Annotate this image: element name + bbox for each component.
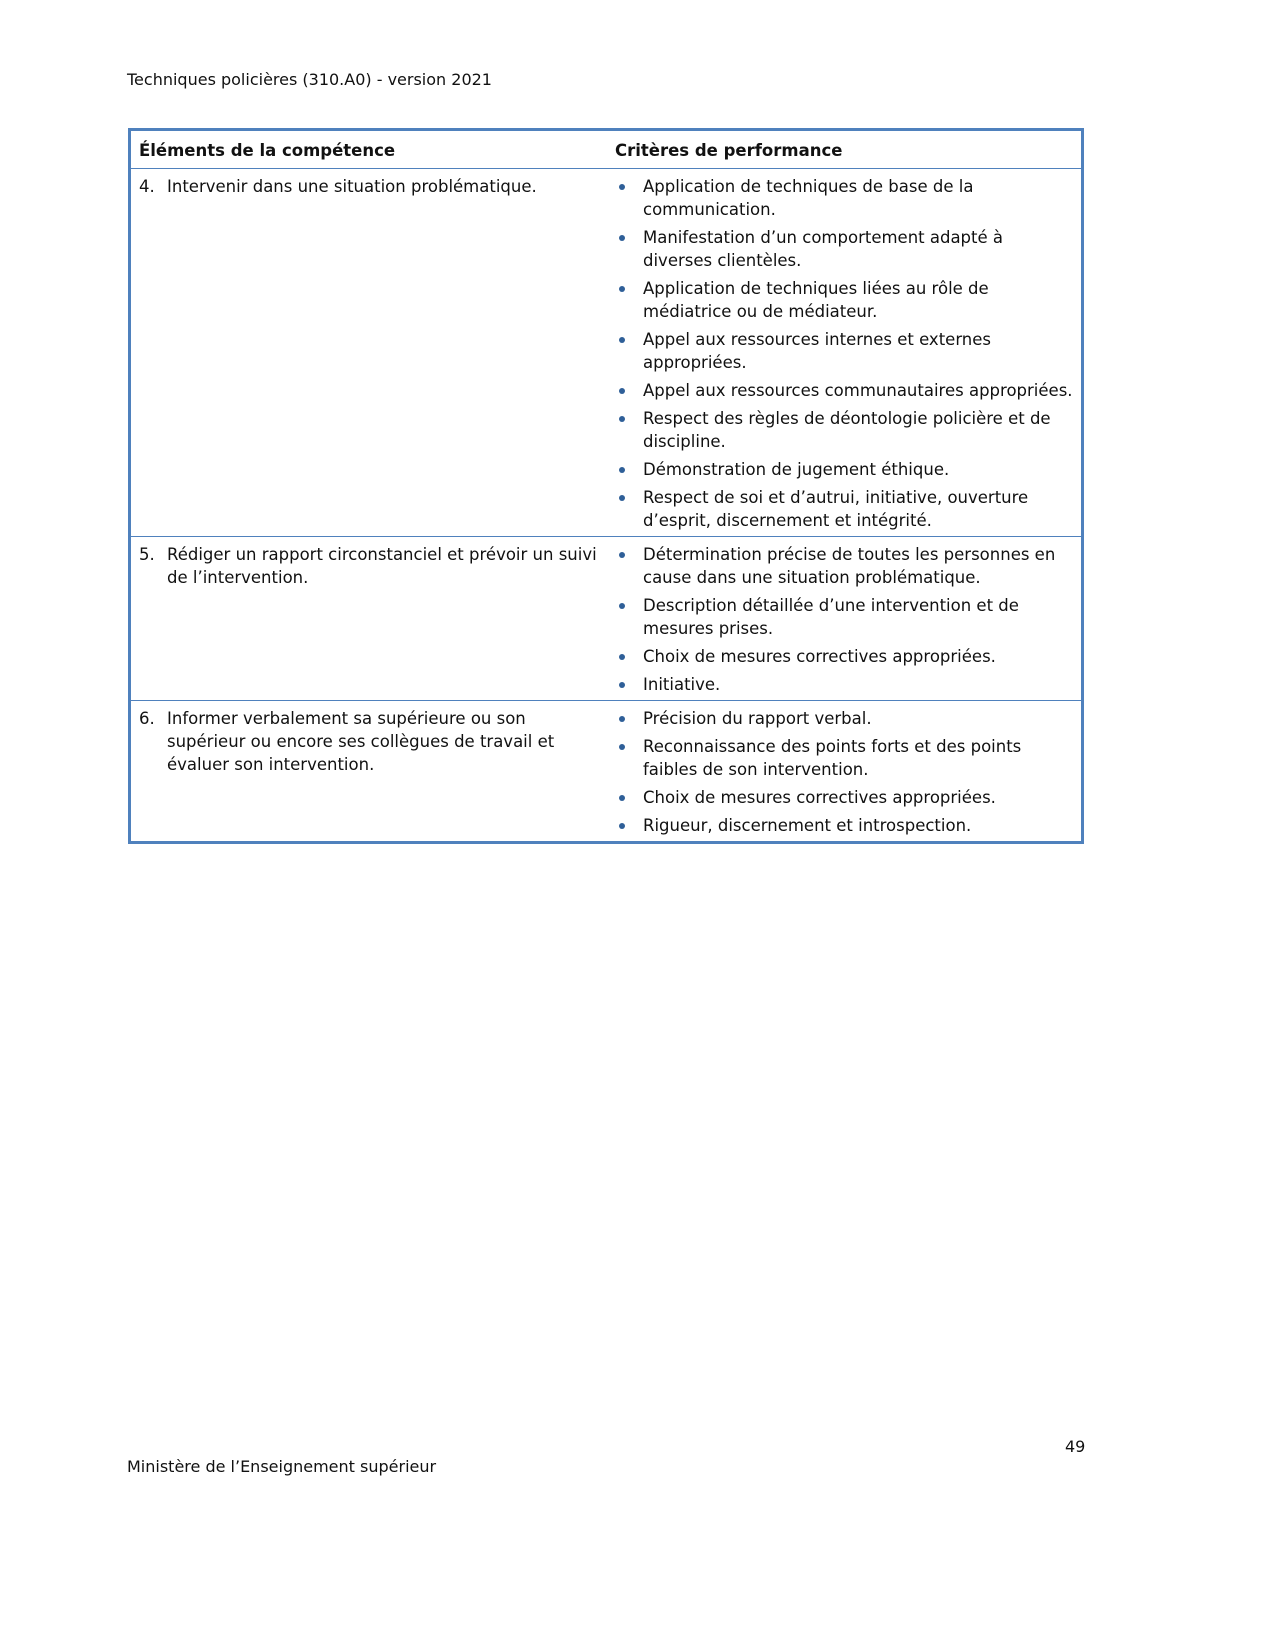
criterion-text: Précision du rapport verbal. [643,709,872,728]
criterion-item [615,645,1073,668]
bullet-icon [615,379,643,402]
bullet-icon [615,175,643,221]
table-row [130,169,1083,537]
criterion-item [615,379,1073,402]
criterion-item [615,486,1073,532]
criterion-text: Application de techniques liées au rôle de médiatrice ou de médiateur. [643,279,989,321]
criterion-item [615,814,1073,837]
bullet-icon [615,328,643,374]
criterion-text: Détermination précise de toutes les personnes en cause dans une situation problématique. [643,545,1056,587]
criterion-item [615,543,1073,589]
running-header: Techniques policières (310.A0) - version 2021 [127,70,492,89]
criterion-item [615,328,1073,374]
criteria-list [615,543,1073,696]
criterion-item [615,277,1073,323]
criterion-text: Description détaillée d’une intervention et de mesures prises. [643,596,1019,638]
criterion-text: Choix de mesures correctives appropriées. [643,647,996,666]
bullet-icon [615,673,643,696]
element-cell [130,537,608,701]
criterion-item [615,175,1073,221]
element-cell [130,701,608,843]
criterion-item [615,458,1073,481]
criterion-item [615,707,1073,730]
bullet-icon [615,543,643,589]
criterion-text: Respect de soi et d’autrui, initiative, ouverture d’esprit, discernement et intégrité. [643,488,1029,530]
criterion-item [615,735,1073,781]
element-number: 5. [139,545,155,564]
criterion-text: Manifestation d’un comportement adapté à diverses clientèles. [643,228,1004,270]
criteria-list [615,707,1073,837]
column-header-criteria: Critères de performance [607,130,1083,169]
criterion-item [615,226,1073,272]
table-row [130,537,1083,701]
criterion-text: Application de techniques de base de la communication. [643,177,974,219]
criteria-list [615,175,1073,532]
element-text: Informer verbalement sa supérieure ou son supérieur ou encore ses collègues de travail et évaluer son intervention. [167,709,555,774]
table-row [130,701,1083,843]
element-number: 6. [139,709,155,728]
element-number: 4. [139,177,155,196]
element-text: Rédiger un rapport circonstanciel et prévoir un suivi de l’intervention. [167,545,597,587]
bullet-icon [615,277,643,323]
element-cell [130,169,608,537]
bullet-icon [615,594,643,640]
bullet-icon [615,486,643,532]
criterion-text: Choix de mesures correctives appropriées. [643,788,996,807]
element-text: Intervenir dans une situation problématique. [167,177,537,196]
criteria-cell [607,169,1083,537]
criteria-cell [607,701,1083,843]
criterion-text: Démonstration de jugement éthique. [643,460,950,479]
criterion-item [615,673,1073,696]
bullet-icon [615,645,643,668]
bullet-icon [615,707,643,730]
criterion-item [615,786,1073,809]
bullet-icon [615,814,643,837]
competence-table [128,128,1084,844]
bullet-icon [615,786,643,809]
table-header-row [130,130,1083,169]
bullet-icon [615,458,643,481]
criterion-text: Appel aux ressources internes et externes appropriées. [643,330,992,372]
criterion-item [615,407,1073,453]
footer-ministry: Ministère de l’Enseignement supérieur [127,1457,437,1476]
criterion-text: Appel aux ressources communautaires appropriées. [643,381,1073,400]
page-number: 49 [1065,1437,1086,1456]
bullet-icon [615,407,643,453]
criterion-text: Rigueur, discernement et introspection. [643,816,972,835]
criterion-item [615,594,1073,640]
bullet-icon [615,735,643,781]
criteria-cell [607,537,1083,701]
criterion-text: Initiative. [643,675,721,694]
column-header-elements: Éléments de la compétence [130,130,608,169]
criterion-text: Respect des règles de déontologie policière et de discipline. [643,409,1051,451]
criterion-text: Reconnaissance des points forts et des points faibles de son intervention. [643,737,1022,779]
bullet-icon [615,226,643,272]
